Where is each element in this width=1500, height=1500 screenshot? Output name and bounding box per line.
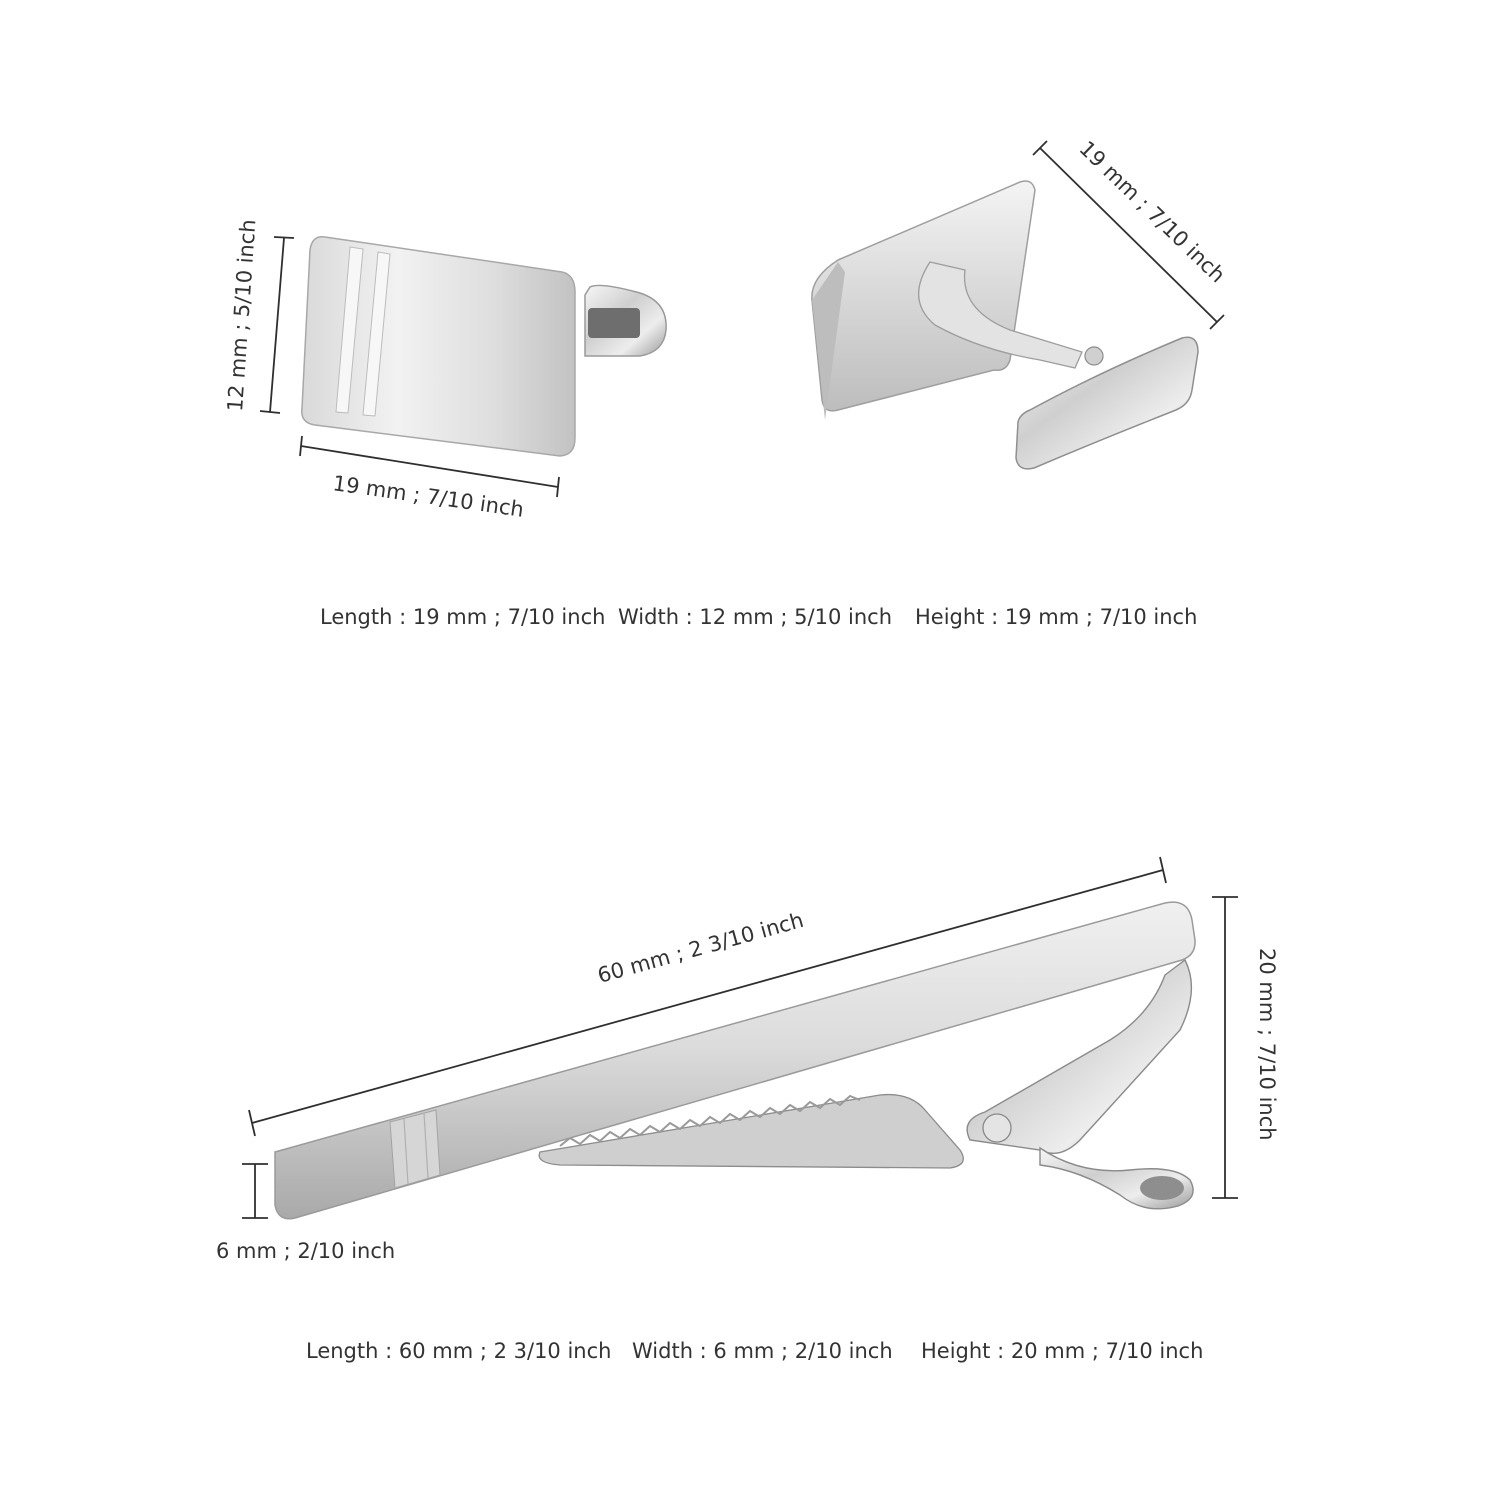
clip-spec-height: Height : 20 mm ; 7/10 inch [921, 1339, 1204, 1363]
clip-height-guide [1212, 897, 1238, 1198]
clip-width-label: 6 mm ; 2/10 inch [216, 1239, 396, 1263]
cufflink-spec-width: Width : 12 mm ; 5/10 inch [618, 605, 893, 629]
clip-height-label: 20 mm ; 7/10 inch [1255, 948, 1279, 1141]
cufflink-spec-length: Length : 19 mm ; 7/10 inch [320, 605, 606, 629]
cufflink-spec-height: Height : 19 mm ; 7/10 inch [915, 605, 1198, 629]
cufflink-back [812, 181, 1198, 469]
back-length-label: 19 mm ; 7/10 inch [1074, 136, 1230, 288]
front-height-guide [260, 237, 294, 413]
back-length-guide [1033, 141, 1224, 329]
clip-spec-length: Length : 60 mm ; 2 3/10 inch [306, 1339, 612, 1363]
front-length-label: 19 mm ; 7/10 inch [331, 471, 526, 522]
front-height-label: 12 mm ; 5/10 inch [223, 218, 261, 413]
clip-spec-width: Width : 6 mm ; 2/10 inch [632, 1339, 893, 1363]
clip-width-guide [242, 1164, 268, 1218]
cufflink-front [302, 237, 666, 456]
clip-length-label: 60 mm ; 2 3/10 inch [594, 907, 807, 988]
